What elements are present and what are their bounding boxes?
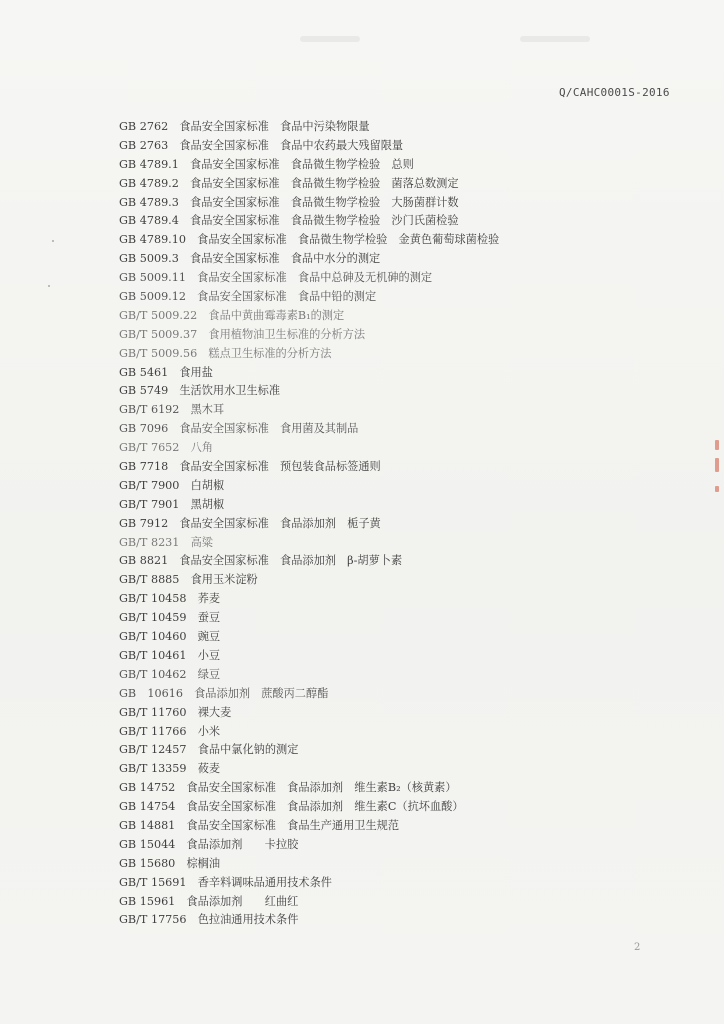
- standard-reference-item: GB/T 17756 色拉油通用技术条件: [119, 913, 299, 927]
- standard-reference-item: GB/T 11760 裸大麦: [119, 705, 232, 719]
- standard-reference-item: GB/T 5009.22 食品中黄曲霉毒素B₁的测定: [119, 308, 345, 322]
- standard-reference-item: GB 5009.12 食品安全国家标准 食品中铅的测定: [119, 290, 377, 304]
- standard-reference-item: GB 15961 食品添加剂 红曲红: [119, 894, 299, 908]
- scan-speck: [48, 285, 50, 287]
- standard-reference-item: GB 7718 食品安全国家标准 预包装食品标签通则: [119, 460, 381, 474]
- seal-edge-mark: [715, 440, 719, 450]
- standard-reference-item: GB 10616 食品添加剂 蔗酸丙二醇酯: [119, 686, 329, 700]
- standard-reference-item: GB 4789.2 食品安全国家标准 食品微生物学检验 菌落总数测定: [119, 176, 459, 190]
- standard-reference-item: GB/T 12457 食品中氯化钠的测定: [119, 743, 299, 757]
- seal-edge-mark: [715, 458, 719, 472]
- standard-reference-item: GB/T 10460 豌豆: [119, 630, 221, 644]
- scan-artifact: [300, 36, 360, 42]
- standard-reference-item: GB 7912 食品安全国家标准 食品添加剂 栀子黄: [119, 516, 381, 530]
- standard-reference-item: GB 14881 食品安全国家标准 食品生产通用卫生规范: [119, 818, 400, 832]
- standard-reference-item: GB 8821 食品安全国家标准 食品添加剂 β-胡萝卜素: [119, 554, 403, 568]
- standard-reference-item: GB 14752 食品安全国家标准 食品添加剂 维生素B₂（核黄素）: [119, 781, 457, 795]
- standard-reference-item: GB/T 5009.56 糕点卫生标准的分析方法: [119, 346, 332, 360]
- standard-reference-item: GB 15044 食品添加剂 卡拉胶: [119, 837, 299, 851]
- standard-reference-item: GB 4789.3 食品安全国家标准 食品微生物学检验 大肠菌群计数: [119, 195, 459, 209]
- standard-reference-item: GB/T 7901 黑胡椒: [119, 497, 225, 511]
- standard-reference-item: GB/T 10461 小豆: [119, 648, 221, 662]
- scan-speck: [52, 240, 54, 242]
- standard-reference-item: GB/T 15691 香辛料调味品通用技术条件: [119, 875, 332, 889]
- standard-reference-item: GB 7096 食品安全国家标准 食用菌及其制品: [119, 422, 359, 436]
- standard-reference-item: GB 4789.10 食品安全国家标准 食品微生物学检验 金黄色葡萄球菌检验: [119, 233, 500, 247]
- standards-list: [119, 118, 639, 930]
- standard-reference-item: GB/T 13359 莜麦: [119, 762, 221, 776]
- standard-reference-item: GB/T 10458 荞麦: [119, 592, 221, 606]
- standard-reference-item: GB/T 7652 八角: [119, 441, 213, 455]
- standard-reference-item: GB 15680 棕榈油: [119, 856, 221, 870]
- standard-reference-item: GB 5009.11 食品安全国家标准 食品中总砷及无机砷的测定: [119, 271, 433, 285]
- standard-reference-item: GB/T 10459 蚕豆: [119, 611, 221, 625]
- standard-reference-item: GB/T 11766 小米: [119, 724, 221, 738]
- standard-reference-item: GB 4789.4 食品安全国家标准 食品微生物学检验 沙门氏菌检验: [119, 214, 459, 228]
- standard-reference-item: GB/T 10462 绿豆: [119, 667, 221, 681]
- standard-reference-item: GB 5461 食用盐: [119, 365, 213, 379]
- standard-reference-item: GB/T 5009.37 食用植物油卫生标准的分析方法: [119, 327, 366, 341]
- standard-reference-item: GB 4789.1 食品安全国家标准 食品微生物学检验 总则: [119, 157, 414, 171]
- standard-reference-item: GB/T 6192 黑木耳: [119, 403, 225, 417]
- standard-reference-item: GB/T 7900 白胡椒: [119, 478, 225, 492]
- page-number: 2: [634, 942, 641, 953]
- standard-reference-item: GB/T 8231 高粱: [119, 535, 213, 549]
- standard-reference-item: GB 14754 食品安全国家标准 食品添加剂 维生素C（抗坏血酸）: [119, 800, 464, 814]
- standard-reference-item: GB 5749 生活饮用水卫生标准: [119, 384, 281, 398]
- standard-reference-item: GB/T 8885 食用玉米淀粉: [119, 573, 258, 587]
- standard-reference-item: GB 2762 食品安全国家标准 食品中污染物限量: [119, 120, 370, 133]
- scan-artifact: [520, 36, 590, 42]
- standard-reference-item: GB 5009.3 食品安全国家标准 食品中水分的测定: [119, 252, 381, 266]
- document-code: Q/CAHC0001S-2016: [559, 86, 670, 99]
- seal-edge-mark: [715, 486, 719, 492]
- standard-reference-item: GB 2763 食品安全国家标准 食品中农药最大残留限量: [119, 138, 404, 152]
